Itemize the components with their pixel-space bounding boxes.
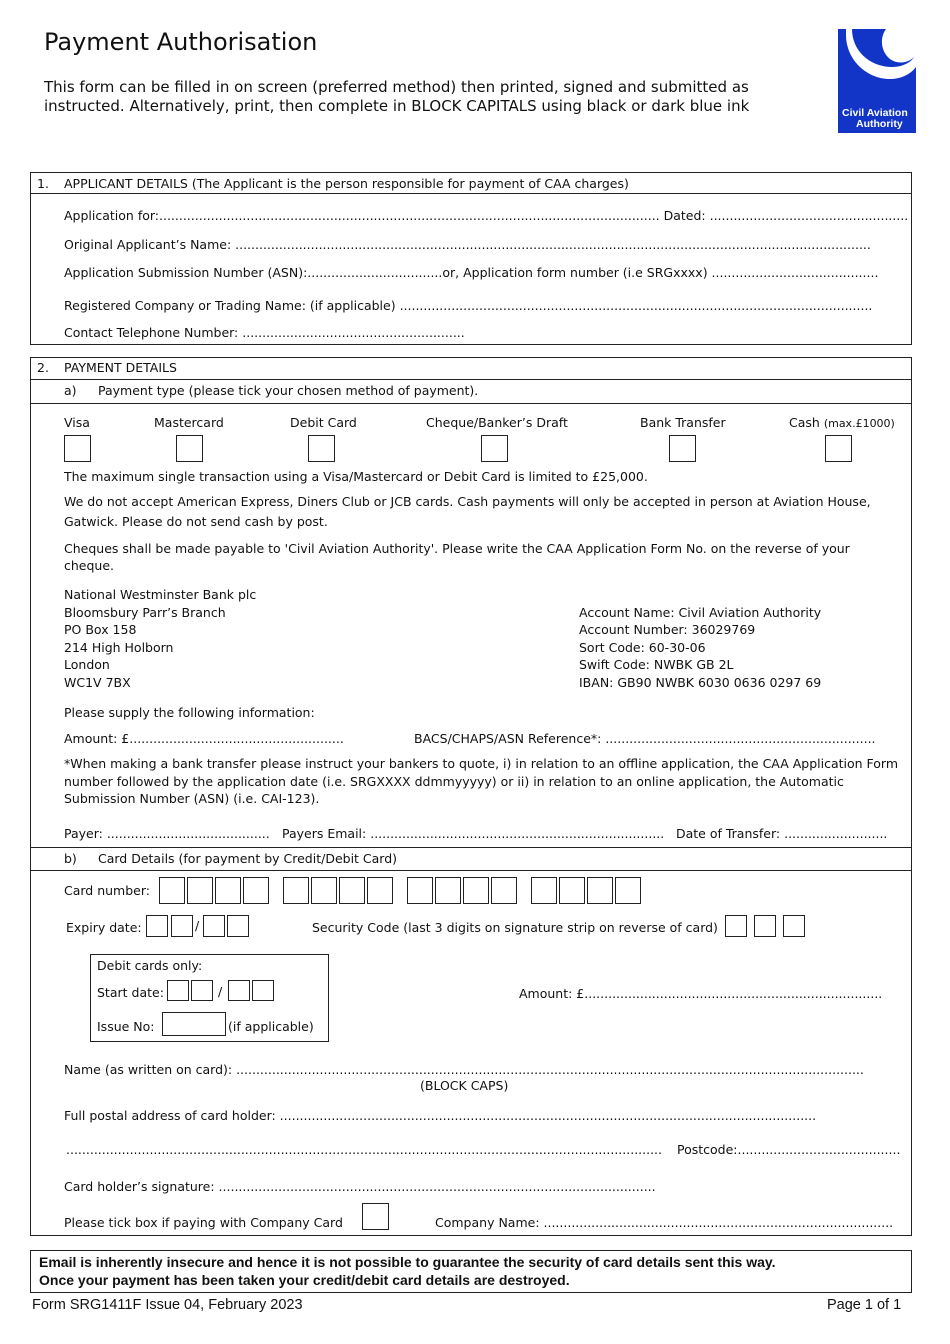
mastercard-checkbox[interactable]: [176, 435, 203, 462]
limit-text: The maximum single transaction using a Visa/Mastercard or Debit Card is limited to £25,000.: [64, 469, 648, 484]
card-digit-box[interactable]: [491, 877, 517, 904]
visa-checkbox[interactable]: [64, 435, 91, 462]
transfer-note-line-3: Submission Number (ASN) (i.e. CAI-123).: [64, 791, 320, 806]
transfer-date-field[interactable]: Date of Transfer: ..........................: [676, 826, 888, 841]
applicant-details-section: [30, 172, 912, 345]
company-name-field[interactable]: Registered Company or Trading Name: (if applicable) .......................................................................................................................: [64, 298, 873, 313]
security-code-box[interactable]: [725, 915, 747, 937]
sub-b-label: b): [64, 851, 77, 866]
cards-text-line-2: Gatwick. Please do not send cash by post.: [64, 514, 328, 529]
card-digit-box[interactable]: [215, 877, 241, 904]
sub-a-label: a): [64, 383, 77, 398]
form-reference: Form SRG1411F Issue 04, February 2023: [32, 1297, 303, 1313]
expiry-year-box[interactable]: [203, 915, 225, 937]
if-applicable-label: (if applicable): [228, 1019, 314, 1034]
logo-line-2: Authority: [856, 118, 903, 130]
security-code-box[interactable]: [754, 915, 776, 937]
bank-address-line: National Westminster Bank plc: [64, 587, 257, 602]
logo-text: [842, 108, 908, 130]
payers-email-field[interactable]: Payers Email: ..........................................................................: [282, 826, 665, 841]
company-card-label: Please tick box if paying with Company Card: [64, 1215, 343, 1230]
account-number: Account Number: 36029769: [579, 622, 756, 637]
method-mastercard-label: Mastercard: [154, 415, 224, 430]
company-card-checkbox[interactable]: [362, 1203, 389, 1230]
cash-note: (max.£1000): [823, 417, 895, 430]
sub-b-text: Card Details (for payment by Credit/Debit Card): [98, 851, 398, 866]
bank-address-line: Bloomsbury Parr’s Branch: [64, 605, 226, 620]
issue-no-label: Issue No:: [97, 1019, 155, 1034]
method-cash-label: [789, 415, 895, 430]
debit-cards-only-label: Debit cards only:: [97, 958, 203, 973]
start-month-box[interactable]: [167, 980, 189, 1001]
telephone-field[interactable]: Contact Telephone Number: ........................................................: [64, 325, 465, 340]
card-digit-box[interactable]: [559, 877, 585, 904]
card-number-label: Card number:: [64, 883, 150, 898]
expiry-label: Expiry date:: [66, 920, 142, 935]
method-transfer-label: Bank Transfer: [640, 415, 726, 430]
card-digit-box[interactable]: [531, 877, 557, 904]
start-year-box[interactable]: [252, 980, 274, 1001]
asn-field[interactable]: Application Submission Number (ASN):..................................or, Application form number (i.e SRGxxxx) ..........................................: [64, 265, 879, 280]
application-for-field[interactable]: Application for:.............................................................................................................................. Dated: ..................................................: [64, 208, 909, 223]
cards-text-line-1: We do not accept American Express, Diners Club or JCB cards. Cash payments will only be accepted in person at Aviation House,: [64, 494, 871, 509]
section2-divider-4: [30, 870, 912, 871]
card-digit-box[interactable]: [587, 877, 613, 904]
start-month-box[interactable]: [191, 980, 213, 1001]
expiry-month-box[interactable]: [146, 915, 168, 937]
section1-heading: APPLICANT DETAILS (The Applicant is the person responsible for payment of CAA charges): [64, 176, 629, 191]
sort-code: Sort Code: 60-30-06: [579, 640, 706, 655]
company-name-field[interactable]: Company Name: ........................................................................................: [435, 1215, 894, 1230]
section2-divider-3: [30, 847, 912, 848]
bank-address-line: PO Box 158: [64, 622, 137, 637]
block-caps-note: (BLOCK CAPS): [420, 1078, 509, 1093]
warning-line-1: Email is inherently insecure and hence it is not possible to guarantee the security of card details sent this way.: [39, 1254, 776, 1270]
security-code-box[interactable]: [783, 915, 805, 937]
method-debit-label: Debit Card: [290, 415, 357, 430]
cardholder-name-field[interactable]: Name (as written on card): ..............................................................................................................................................................: [64, 1062, 864, 1077]
debit-amount-field[interactable]: Amount: £...........................................................................: [519, 986, 883, 1001]
logo-line-1: Civil Aviation: [842, 107, 908, 119]
transfer-note-line-1: *When making a bank transfer please instruct your bankers to quote, i) in relation to an offline application, the CAA Application Form: [64, 756, 899, 771]
card-digit-box[interactable]: [311, 877, 337, 904]
bank-address-line: London: [64, 657, 110, 672]
postcode-field[interactable]: Postcode:.........................................: [677, 1142, 901, 1157]
payer-field[interactable]: Payer: .........................................: [64, 826, 270, 841]
section2-divider-2: [30, 403, 912, 404]
expiry-month-box[interactable]: [171, 915, 193, 937]
issue-no-box[interactable]: [162, 1012, 226, 1036]
section1-number: 1.: [37, 176, 49, 191]
original-applicant-field[interactable]: Original Applicant’s Name: ................................................................................................................................................................: [64, 237, 871, 252]
warning-line-2: Once your payment has been taken your credit/debit card details are destroyed.: [39, 1272, 570, 1288]
bank-address-line: 214 High Holborn: [64, 640, 174, 655]
section2-number: 2.: [37, 360, 49, 375]
start-date-label: Start date:: [97, 985, 164, 1000]
start-year-box[interactable]: [228, 980, 250, 1001]
account-name: Account Name: Civil Aviation Authority: [579, 605, 822, 620]
cash-checkbox[interactable]: [825, 435, 852, 462]
supply-info-text: Please supply the following information:: [64, 705, 315, 720]
debit-checkbox[interactable]: [308, 435, 335, 462]
section2-divider-1: [30, 379, 912, 380]
card-digit-box[interactable]: [435, 877, 461, 904]
transfer-checkbox[interactable]: [669, 435, 696, 462]
cardholder-address-field[interactable]: Full postal address of card holder: .......................................................................................................................................: [64, 1108, 817, 1123]
section2-heading: PAYMENT DETAILS: [64, 360, 177, 375]
cheque-text-line-1: Cheques shall be made payable to 'Civil Aviation Authority'. Please write the CAA Application Form No. on the reverse of your: [64, 541, 850, 556]
start-slash: /: [218, 984, 223, 999]
transfer-note-line-2: number followed by the application date (i.e. SRGXXXX ddmmyyyyy) or ii) in relation to an online application, the Automatic: [64, 774, 844, 789]
section1-divider: [30, 193, 912, 194]
card-digit-box[interactable]: [187, 877, 213, 904]
method-cheque-label: Cheque/Banker’s Draft: [426, 415, 568, 430]
transfer-amount-field[interactable]: Amount: £......................................................: [64, 731, 344, 746]
cheque-text-line-2: cheque.: [64, 558, 115, 573]
method-visa-label: Visa: [64, 415, 90, 430]
bank-address-line: WC1V 7BX: [64, 675, 131, 690]
intro-text: [44, 78, 804, 116]
expiry-slash: /: [195, 918, 200, 933]
swift-code: Swift Code: NWBK GB 2L: [579, 657, 734, 672]
page-title: Payment Authorisation: [44, 28, 318, 56]
card-digit-box[interactable]: [159, 877, 185, 904]
expiry-year-box[interactable]: [227, 915, 249, 937]
intro-line-2: instructed. Alternatively, print, then complete in BLOCK CAPITALS using black or dark blue ink: [44, 97, 750, 115]
card-digit-box[interactable]: [407, 877, 433, 904]
card-digit-box[interactable]: [283, 877, 309, 904]
cardholder-address-line-2[interactable]: ......................................................................................................................................................: [66, 1142, 663, 1157]
cardholder-signature-field[interactable]: Card holder’s signature: ..............................................................................................................: [64, 1179, 656, 1194]
sub-a-text: Payment type (please tick your chosen method of payment).: [98, 383, 479, 398]
card-digit-box[interactable]: [339, 877, 365, 904]
card-digit-box[interactable]: [243, 877, 269, 904]
card-digit-box[interactable]: [367, 877, 393, 904]
card-digit-box[interactable]: [615, 877, 641, 904]
bacs-reference-field[interactable]: BACS/CHAPS/ASN Reference*: ....................................................................: [414, 731, 876, 746]
page-number: Page 1 of 1: [827, 1297, 902, 1313]
caa-logo: [838, 29, 916, 133]
security-code-label: Security Code (last 3 digits on signature strip on reverse of card): [312, 920, 718, 935]
intro-line-1: This form can be filled in on screen (preferred method) then printed, signed and submitted as: [44, 78, 749, 96]
card-digit-box[interactable]: [463, 877, 489, 904]
iban: IBAN: GB90 NWBK 6030 0636 0297 69: [579, 675, 822, 690]
cash-label: Cash: [789, 415, 820, 430]
cheque-checkbox[interactable]: [481, 435, 508, 462]
